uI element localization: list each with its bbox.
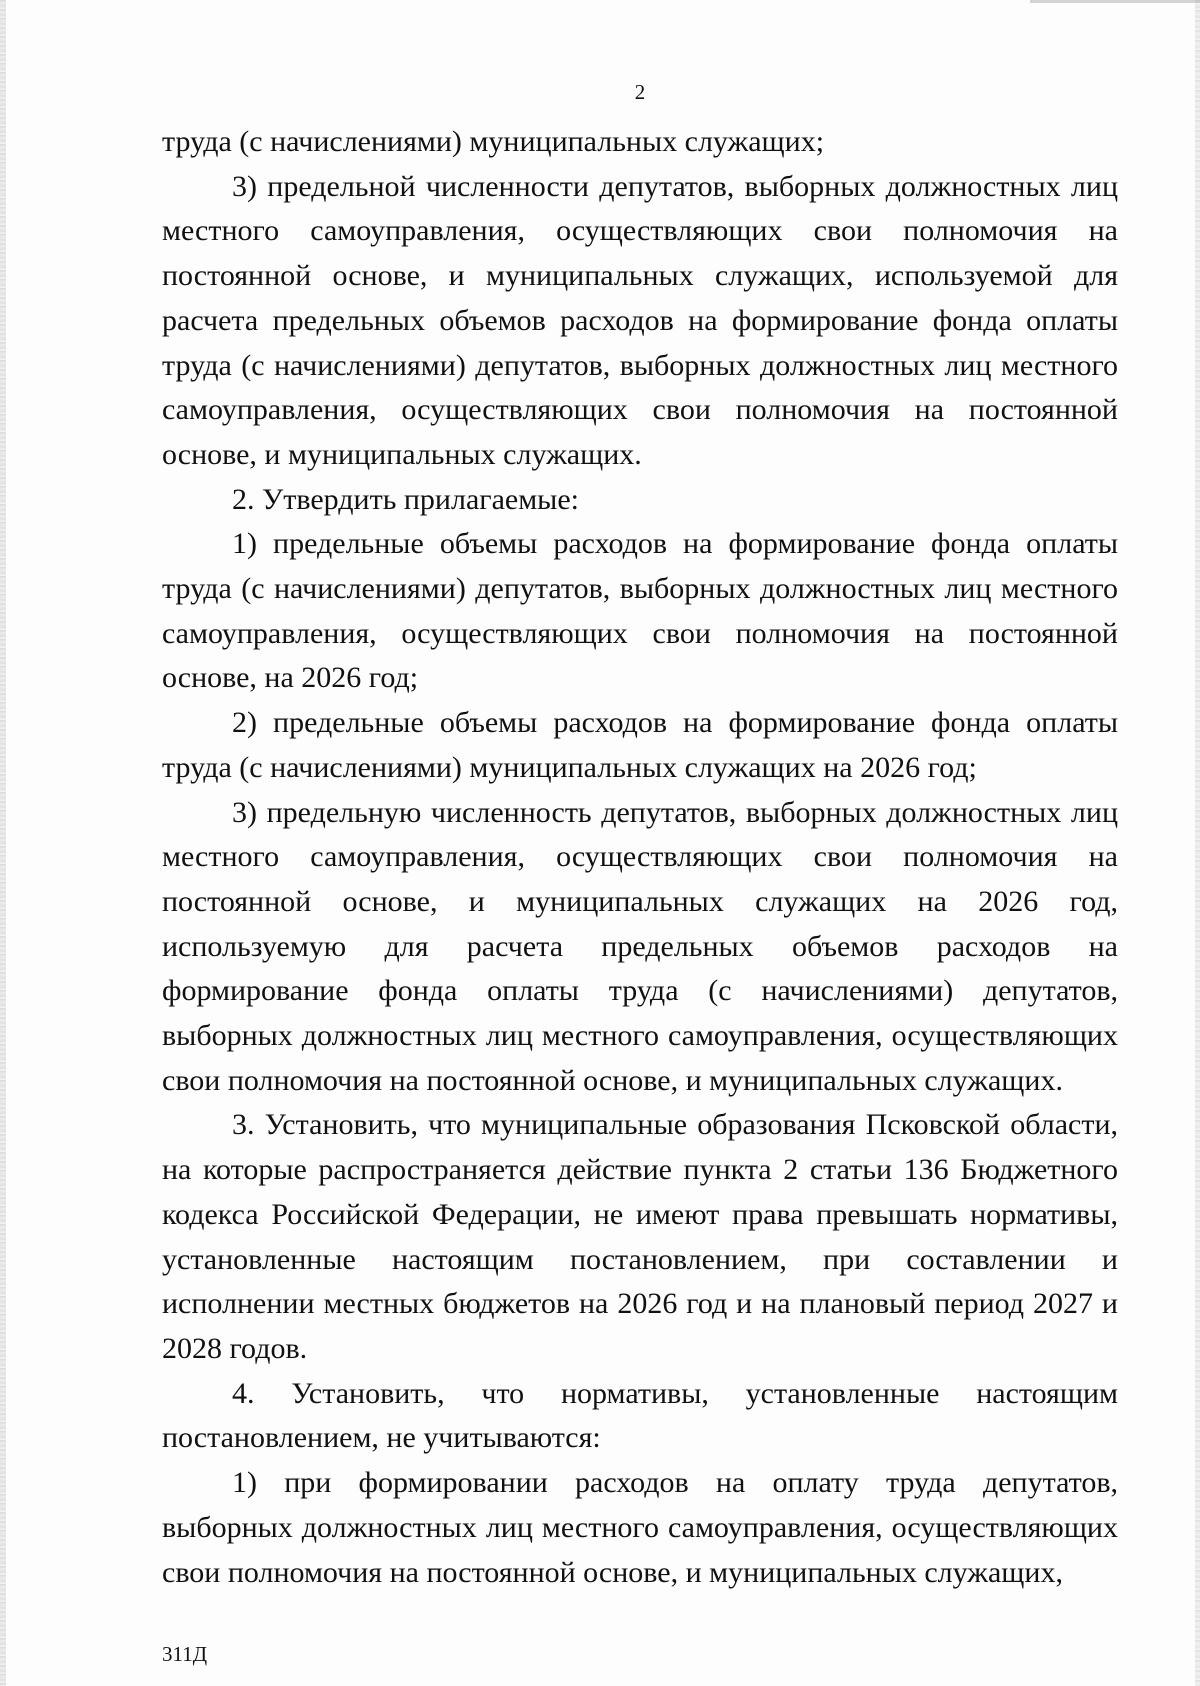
paragraph: 2. Утвердить прилагаемые: [232,482,579,516]
paragraph: 3) предельной численности депутатов, выборных должностных лиц местного самоуправления, осуществляющих свои полномочия на постоянной основе, и муниципальных служащих, используемой для расчета предельных объемов расходов на формирование фонда оплаты труда (с начислениями) депутатов, выборных должностных лиц местного самоуправления, осуществляющих свои полномочия на постоянной основе, и муниципальных служащих. [162,169,1118,471]
scan-edge-right [1195,0,1200,1686]
paragraph: 1) при формировании расходов на оплату труда депутатов, выборных должностных лиц местного самоуправления, осуществляющих свои полномочия на постоянной основе, и муниципальных служащих, [162,1466,1118,1589]
paragraph: 2) предельные объемы расходов на формирование фонда оплаты труда (с начислениями) муниципальных служащих на 2026 год; [162,706,1118,784]
paragraph: 3) предельную численность депутатов, выборных должностных лиц местного самоуправления, осуществляющих свои полномочия на постоянной основе, и муниципальных служащих на 2026 год, используемую для расчета предельных объемов расходов на формирование фонда оплаты труда (с начислениями) депутатов, выборных должностных лиц местного самоуправления, осуществляющих свои полномочия на постоянной основе, и муниципальных служащих. [162,795,1118,1097]
page-number: 2 [634,80,646,104]
scan-edge-top [1030,0,1200,3]
scan-edge-left [0,0,6,1686]
paragraph: труда (с начислениями) муниципальных служащих; [162,125,825,158]
document-body [162,120,1118,1595]
document-code: 311Д [162,1642,208,1666]
paragraph: 1) предельные объемы расходов на формирование фонда оплаты труда (с начислениями) депутатов, выборных должностных лиц местного самоуправления, осуществляющих свои полномочия на постоянной основе, на 2026 год; [162,527,1118,695]
paragraph: 3. Установить, что муниципальные образования Псковской области, на которые распространяется действие пункта 2 статьи 136 Бюджетного кодекса Российской Федерации, не имеют права превышать нормативы, установленные настоящим постановлением, при составлении и исполнении местных бюджетов на 2026 год и на плановый период 2027 и 2028 годов. [162,1108,1118,1365]
paragraph: 4. Установить, что нормативы, установленные настоящим постановлением, не учитываются: [162,1376,1118,1455]
